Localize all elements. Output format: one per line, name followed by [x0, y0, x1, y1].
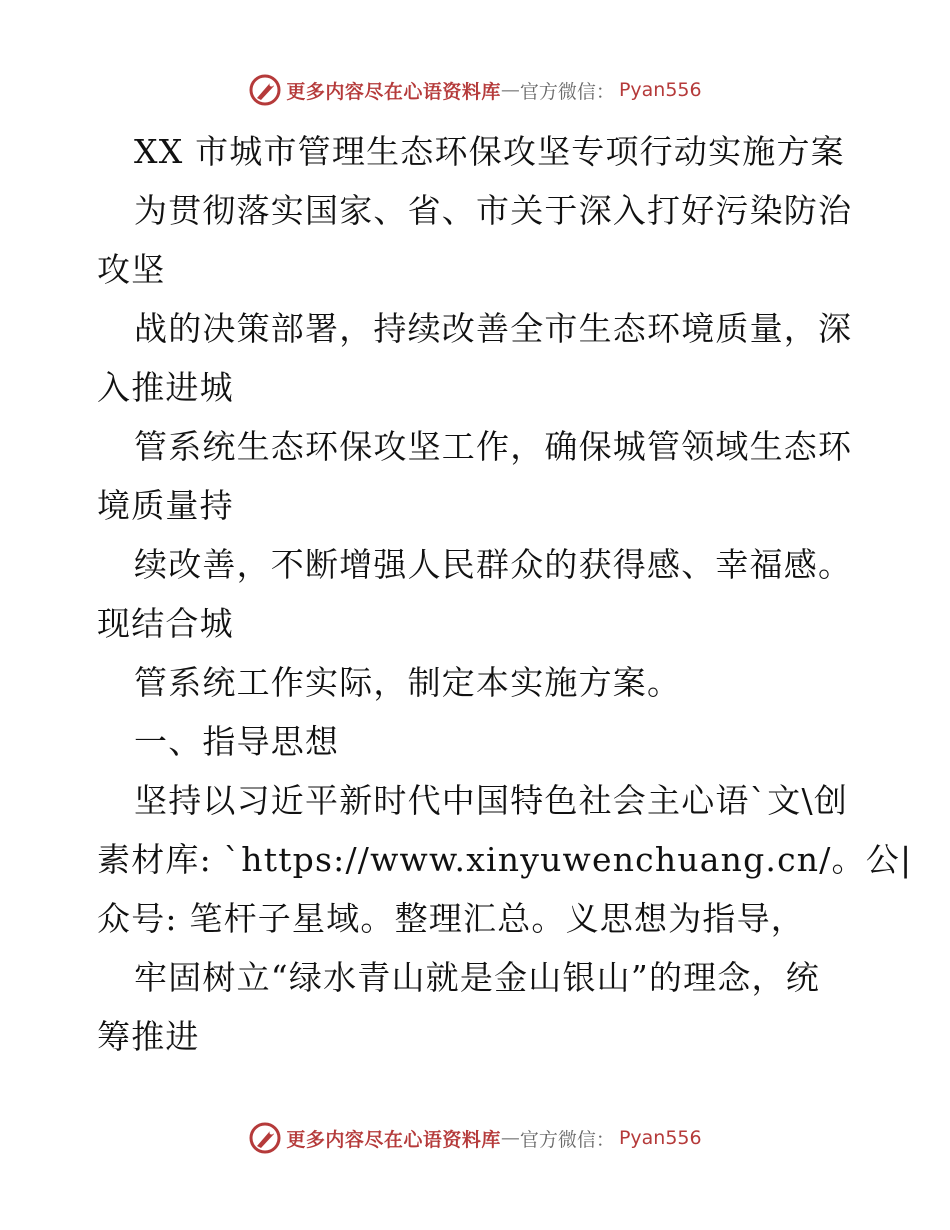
banner-wechat-label: 官方微信：	[519, 1128, 615, 1151]
body-line: 管系统工作实际，制定本实施方案。	[134, 663, 682, 702]
banner-wechat-label: 官方微信：	[519, 80, 615, 103]
banner-promo-text: 更多内容尽在心语资料库	[286, 1128, 501, 1151]
banner-promo-text: 更多内容尽在心语资料库	[286, 80, 501, 103]
body-line: 境质量持	[97, 486, 234, 525]
body-line: 战的决策部署，持续改善全市生态环境质量，深	[134, 309, 853, 348]
body-line: 素材库: `https://www.xinyuwenchuang.cn/。公|	[97, 840, 913, 879]
body-line: 为贯彻落实国家、省、市关于深入打好污染防治	[134, 191, 853, 230]
banner-separator: —	[500, 1127, 520, 1149]
header-banner	[0, 70, 950, 110]
section-heading: 一、指导思想	[134, 722, 340, 761]
body-line: 众号: 笔杆子星域。整理汇总。义思想为指导，	[97, 899, 806, 938]
document-body	[97, 122, 913, 1066]
banner-wechat-id: Pyan556	[618, 1127, 702, 1149]
body-line: 管系统生态环保攻坚工作，确保城管领域生态环	[134, 427, 853, 466]
pen-logo-icon	[248, 1121, 282, 1155]
body-line: 筹推进	[97, 1017, 200, 1056]
body-line: 坚持以习近平新时代中国特色社会主心语`文\创	[134, 781, 849, 820]
body-line: 续改善，不断增强人民群众的获得感、幸福感。	[134, 545, 853, 584]
banner-wechat-id: Pyan556	[618, 79, 702, 101]
body-line: 现结合城	[97, 604, 234, 643]
document-title: XX 市城市管理生态环保攻坚专项行动实施方案	[134, 132, 845, 171]
body-line: 牢固树立“绿水青山就是金山银山”的理念，统	[134, 958, 820, 997]
pen-logo-icon	[248, 73, 282, 107]
body-line: 攻坚	[97, 250, 166, 289]
banner-separator: —	[500, 79, 520, 101]
footer-banner	[0, 1118, 950, 1158]
body-line: 入推进城	[97, 368, 234, 407]
